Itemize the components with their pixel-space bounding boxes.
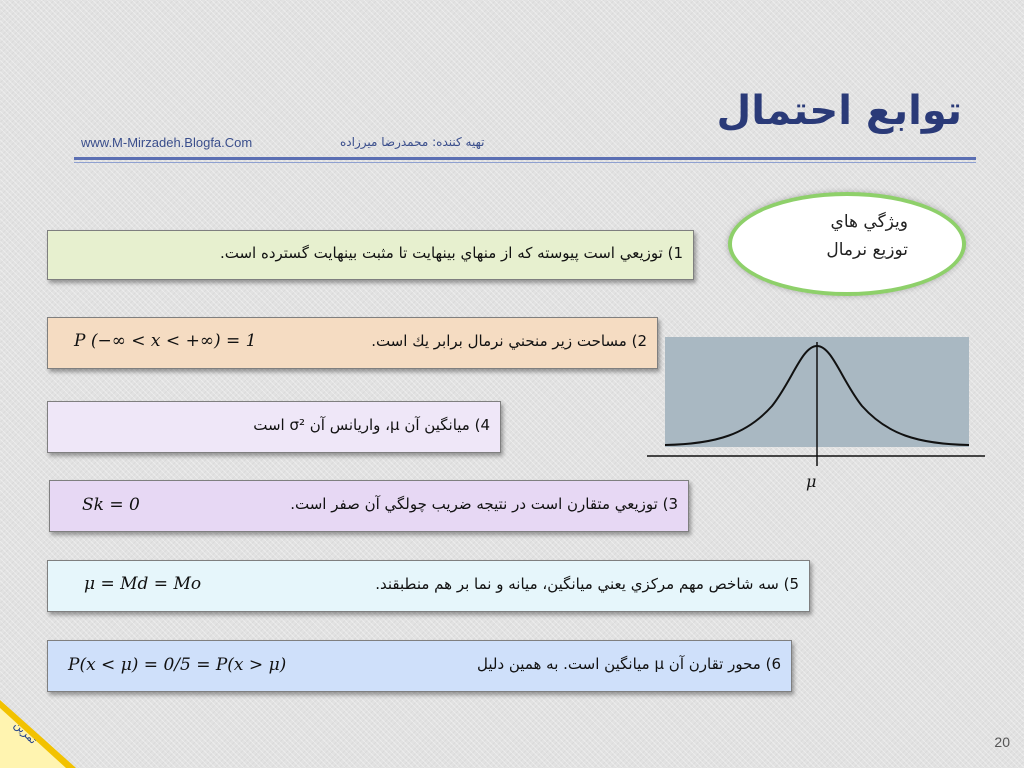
- formula-central-measures: μ = Md = Mo: [84, 574, 202, 594]
- property-text-1: 1) توزيعي است پيوسته كه از منهاي بينهايت تا مثبت بينهايت گسترده است.: [219, 244, 683, 262]
- property-box-1: [47, 230, 694, 280]
- mean-axis-label: μ: [806, 472, 817, 491]
- normal-curve-figure: [647, 336, 987, 476]
- formula-symmetry: P(x < μ) = 0/5 = P(x > μ): [68, 655, 287, 675]
- property-box-4: [47, 401, 501, 453]
- property-text-4: 4) ميانگين آن μ، واريانس آن σ² است: [253, 416, 490, 434]
- exercise-corner-label: تمرين: [11, 718, 40, 747]
- property-box-2: [47, 317, 658, 369]
- header-rule: [74, 157, 976, 160]
- property-box-6: [47, 640, 792, 692]
- property-text-6: 6) محور تقارن آن μ ميانگين است. به همين دليل: [476, 655, 781, 673]
- property-box-3: [49, 480, 689, 532]
- formula-skewness: Sk = 0: [82, 495, 140, 515]
- badge-line-2: توزيع نرمال: [826, 240, 908, 260]
- property-text-5: 5) سه شاخص مهم مركزي يعني ميانگين، ميانه و نما بر هم منطبقند.: [375, 575, 799, 593]
- formula-total-area: P (−∞ < x < +∞) = 1: [74, 331, 257, 351]
- property-text-3: 3) توزيعي متقارن است در نتيجه ضريب چولگي آن صفر است.: [290, 495, 678, 513]
- slide-title: توابع احتمال: [716, 88, 962, 134]
- exercise-corner-icon[interactable]: [0, 700, 80, 768]
- properties-badge: [728, 192, 966, 296]
- property-box-5: [47, 560, 810, 612]
- property-text-2: 2) مساحت زير منحني نرمال برابر يك است.: [371, 332, 647, 350]
- page-number: 20: [994, 734, 1010, 750]
- author-credit: تهيه كننده: محمدرضا ميرزاده: [340, 135, 485, 149]
- website-url: www.M-Mirzadeh.Blogfa.Com: [81, 135, 253, 150]
- badge-line-1: ويژگي هاي: [830, 212, 908, 232]
- header-rule-thin: [74, 162, 976, 163]
